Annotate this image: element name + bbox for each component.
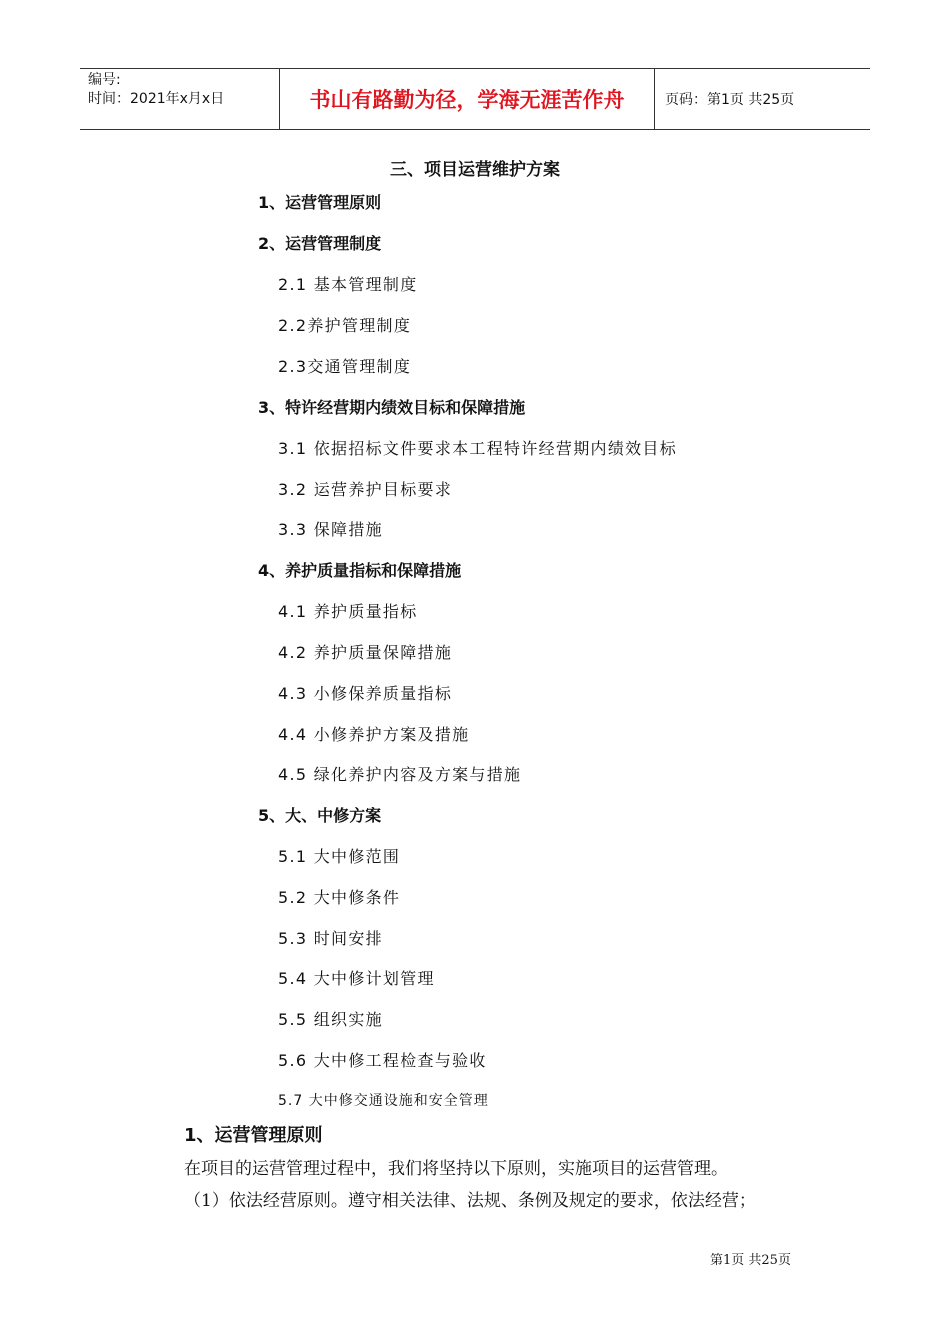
toc-item: 5.7 大中修交通设施和安全管理 (278, 1093, 489, 1109)
body-paragraph: （1）依法经营原则。遵守相关法律、法规、条例及规定的要求，依法经营； (184, 1191, 756, 1211)
body-paragraph: 在项目的运营管理过程中，我们将坚持以下原则，实施项目的运营管理。 (184, 1159, 728, 1179)
header-meta (80, 69, 280, 129)
toc-item: 5.6 大中修工程检查与验收 (278, 1051, 487, 1070)
toc-item: 5.2 大中修条件 (278, 888, 401, 907)
toc-item: 5.1 大中修范围 (278, 847, 401, 866)
toc-item: 4、养护质量指标和保障措施 (258, 561, 462, 580)
toc-item: 4.3 小修保养质量指标 (278, 684, 453, 703)
toc-item: 3.3 保障措施 (278, 520, 383, 539)
toc-item: 4.5 绿化养护内容及方案与措施 (278, 765, 522, 784)
time-label: 时间：2021年x月x日 (88, 91, 225, 107)
page-footer: 第1页 共25页 (710, 1253, 791, 1268)
toc-item: 2.2养护管理制度 (278, 316, 412, 335)
toc-item: 5.5 组织实施 (278, 1010, 383, 1029)
code-label: 编号: (88, 72, 121, 88)
toc-item: 4.2 养护质量保障措施 (278, 643, 453, 662)
toc-item: 3.2 运营养护目标要求 (278, 480, 453, 499)
toc-item: 2.1 基本管理制度 (278, 275, 418, 294)
toc-item: 3.1 依据招标文件要求本工程特许经营期内绩效目标 (278, 439, 678, 458)
document-title: 三、项目运营维护方案 (390, 160, 560, 180)
page-header (80, 68, 870, 130)
toc-item: 4.4 小修养护方案及措施 (278, 725, 470, 744)
toc-item: 2、运营管理制度 (258, 234, 382, 253)
toc-item: 5.4 大中修计划管理 (278, 969, 435, 988)
toc-item: 5、大、中修方案 (258, 806, 382, 825)
toc-item: 5.3 时间安排 (278, 929, 383, 948)
header-page-label: 页码：第1页 共25页 (665, 92, 795, 108)
toc-item: 3、特许经营期内绩效目标和保障措施 (258, 398, 526, 417)
toc-item: 4.1 养护质量指标 (278, 602, 418, 621)
toc-item: 1、运营管理原则 (258, 193, 382, 212)
header-motto: 书山有路勤为径，学海无涯苦作舟 (280, 69, 655, 129)
toc-item: 2.3交通管理制度 (278, 357, 412, 376)
section-heading: 1、运营管理原则 (184, 1125, 323, 1146)
